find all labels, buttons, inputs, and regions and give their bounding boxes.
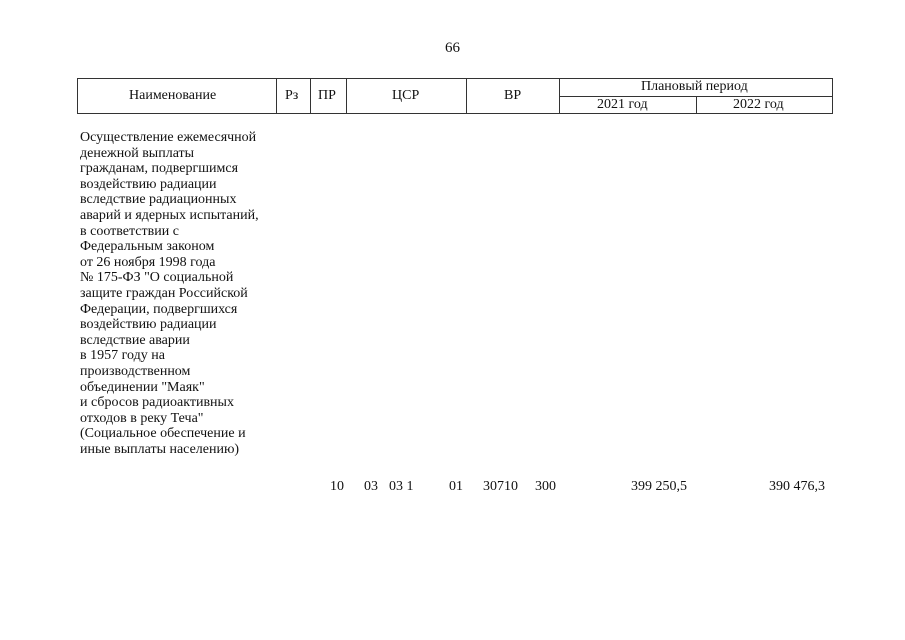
cell-csr-part-3: 30710 — [483, 479, 518, 494]
column-header-rz: Рз — [285, 88, 299, 103]
column-header-2021: 2021 год — [597, 97, 648, 112]
cell-vr: 300 — [535, 479, 556, 494]
column-header-2022: 2022 год — [733, 97, 784, 112]
row-name: Осуществление ежемесячной денежной выплаты гражданам, подвергшимся воздействию радиации вследствие радиационных аварий и ядерных испытаний, в соответствии с Федеральным законом от 26 ноября 1998 года № 175-ФЗ "О социальной защите граждан Российской Федерации, подвергшихся воздействию радиации вследствие аварии в 1957 году на производственном объединении "Маяк" и сбросов радиоактивных отходов в реку Теча" (Социальное обеспечение и иные выплаты населению) — [80, 130, 259, 457]
column-header-vr: ВР — [504, 88, 522, 103]
cell-rz: 10 — [330, 479, 344, 494]
cell-pr: 03 — [364, 479, 378, 494]
header-divider — [276, 78, 277, 114]
header-border-left — [77, 78, 78, 114]
header-divider — [696, 96, 697, 114]
column-header-name: Наименование — [129, 88, 217, 103]
header-divider — [466, 78, 467, 114]
column-header-planned-period: Плановый период — [641, 79, 748, 94]
cell-value-2022: 390 476,3 — [769, 479, 825, 494]
cell-csr-part-1: 03 1 — [389, 479, 414, 494]
column-header-csr: ЦСР — [392, 88, 420, 103]
cell-value-2021: 399 250,5 — [631, 479, 687, 494]
column-header-pr: ПР — [318, 88, 336, 103]
header-divider — [310, 78, 311, 114]
table-header — [77, 78, 833, 114]
header-border-bottom — [77, 113, 833, 114]
page-number: 66 — [445, 40, 460, 56]
header-divider — [346, 78, 347, 114]
cell-csr-part-2: 01 — [449, 479, 463, 494]
